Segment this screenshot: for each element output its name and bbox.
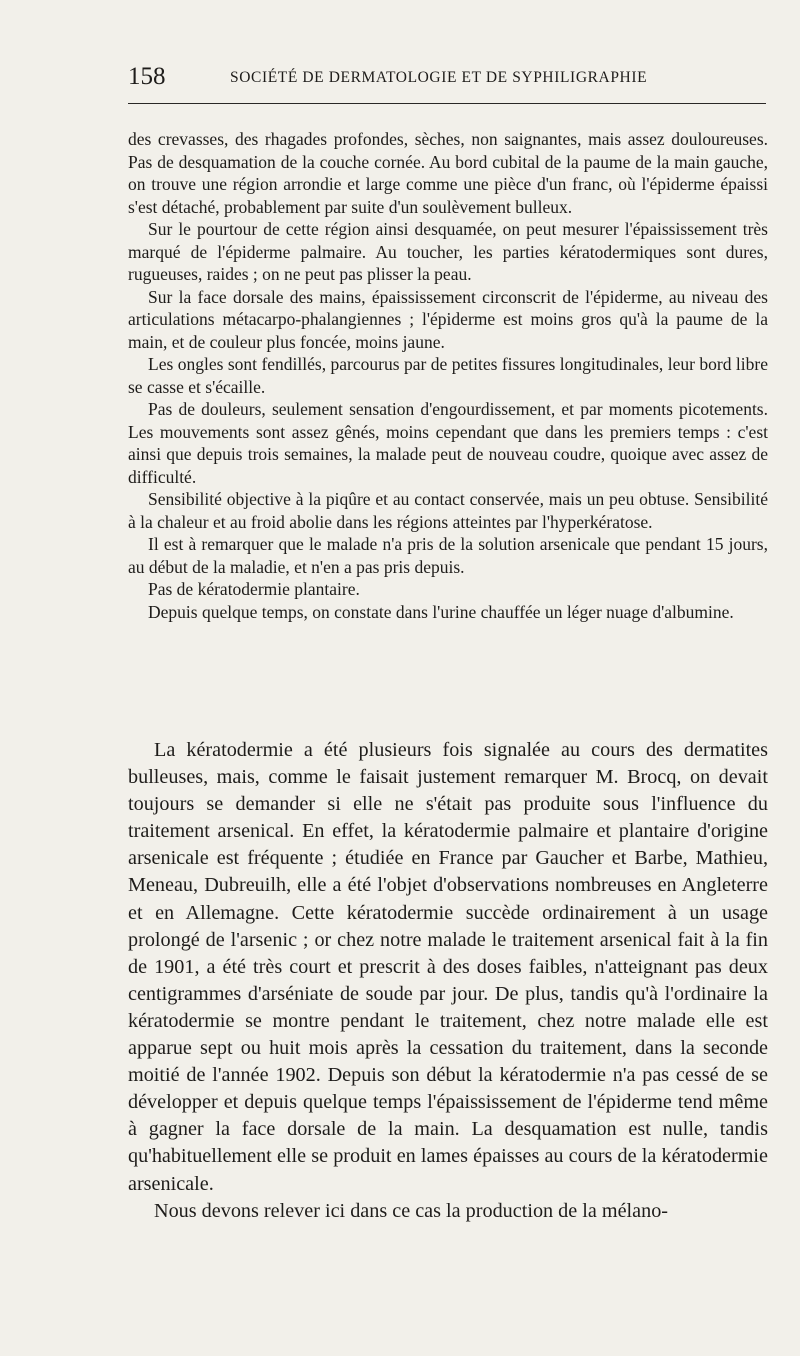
header-rule	[128, 103, 766, 104]
discussion-text	[128, 737, 768, 1225]
paragraph: Depuis quelque temps, on constate dans l'urine chauffée un léger nuage d'albumine.	[148, 601, 734, 622]
paragraph: Sur le pourtour de cette région ainsi desquamée, on peut mesurer l'épaississement très marqué de l'épiderme palmaire. Au toucher, les parties kératodermiques sont dures, rugueuses, raides ; on ne peut pas plisser la peau.	[128, 219, 768, 284]
case-observation-text	[128, 128, 768, 623]
paragraph: des crevasses, des rhagades profondes, sèches, non saignantes, mais assez douloureuses. Pas de desquamation de la couche cornée. Au bord cubital de la paume de la main gauche, on trouve une région arrondie et large comme une pièce d'un franc, où l'épiderme épaissi s'est détaché, probablement par suite d'un soulèvement bulleux.	[128, 129, 768, 217]
running-head: SOCIÉTÉ DE DERMATOLOGIE ET DE SYPHILIGRAPHIE	[230, 69, 648, 86]
page-number: 158	[128, 63, 166, 90]
page-header	[128, 62, 768, 92]
paragraph: Sur la face dorsale des mains, épaississement circonscrit de l'épiderme, au niveau des articulations métacarpo-phalangiennes ; l'épiderme est moins gros qu'à la paume de la main, et de couleur plus foncée, moins jaune.	[128, 286, 768, 352]
paragraph: Sensibilité objective à la piqûre et au contact conservée, mais un peu obtuse. Sensibilité à la chaleur et au froid abolie dans les régions atteintes par l'hyperkératose.	[128, 489, 768, 532]
paragraph: La kératodermie a été plusieurs fois signalée au cours des dermatites bulleuses, mais, comme le faisait justement remarquer M. Brocq, on devait toujours se demander si elle ne s'était pas produite sous l'influence du traitement arsenical. En effet, la kératodermie palmaire et plantaire d'origine arsenicale est fréquente ; étudiée en France par Gaucher et Barbe, Mathieu, Meneau, Dubreuilh, elle a été l'objet d'observations nombreuses en Angleterre et en Allemagne. Cette kératodermie succède ordinairement à un usage prolongé de l'arsenic ; or chez notre malade le traitement arsenical fait à la fin de 1901, a été très court et prescrit à des doses faibles, n'atteignant pas deux centigrammes d'arséniate de soude par jour. De plus, tandis qu'à l'ordinaire la kératodermie se montre pendant le traitement, chez notre malade elle est apparue sept ou huit mois après la cessation du traitement, dans la seconde moitié de l'année 1902. Depuis son début la kératodermie n'a pas cessé de se développer et depuis quelque temps l'épaississement de l'épiderme tend même à gagner la face dorsale de la main. La desquamation est nulle, tandis qu'habituellement elle se produit en lames épaisses au cours de la kératodermie arsenicale.	[128, 739, 768, 1195]
paragraph: Pas de kératodermie plantaire.	[148, 579, 360, 599]
paragraph: Pas de douleurs, seulement sensation d'engourdissement, et par moments picotements. Les mouvements sont assez gênés, moins cependant que dans les premiers temps : c'est ainsi que depuis trois semaines, la malade peut de nouveau coudre, quoique avec assez de difficulté.	[128, 399, 768, 487]
paragraph: Il est à remarquer que le malade n'a pris de la solution arsenicale que pendant 15 jours, au début de la maladie, et n'en a pas pris depuis.	[128, 534, 768, 577]
paragraph: Nous devons relever ici dans ce cas la production de la mélano-	[154, 1199, 669, 1222]
paragraph: Les ongles sont fendillés, parcourus par de petites fissures longitudinales, leur bord libre se casse et s'écaille.	[128, 354, 768, 397]
